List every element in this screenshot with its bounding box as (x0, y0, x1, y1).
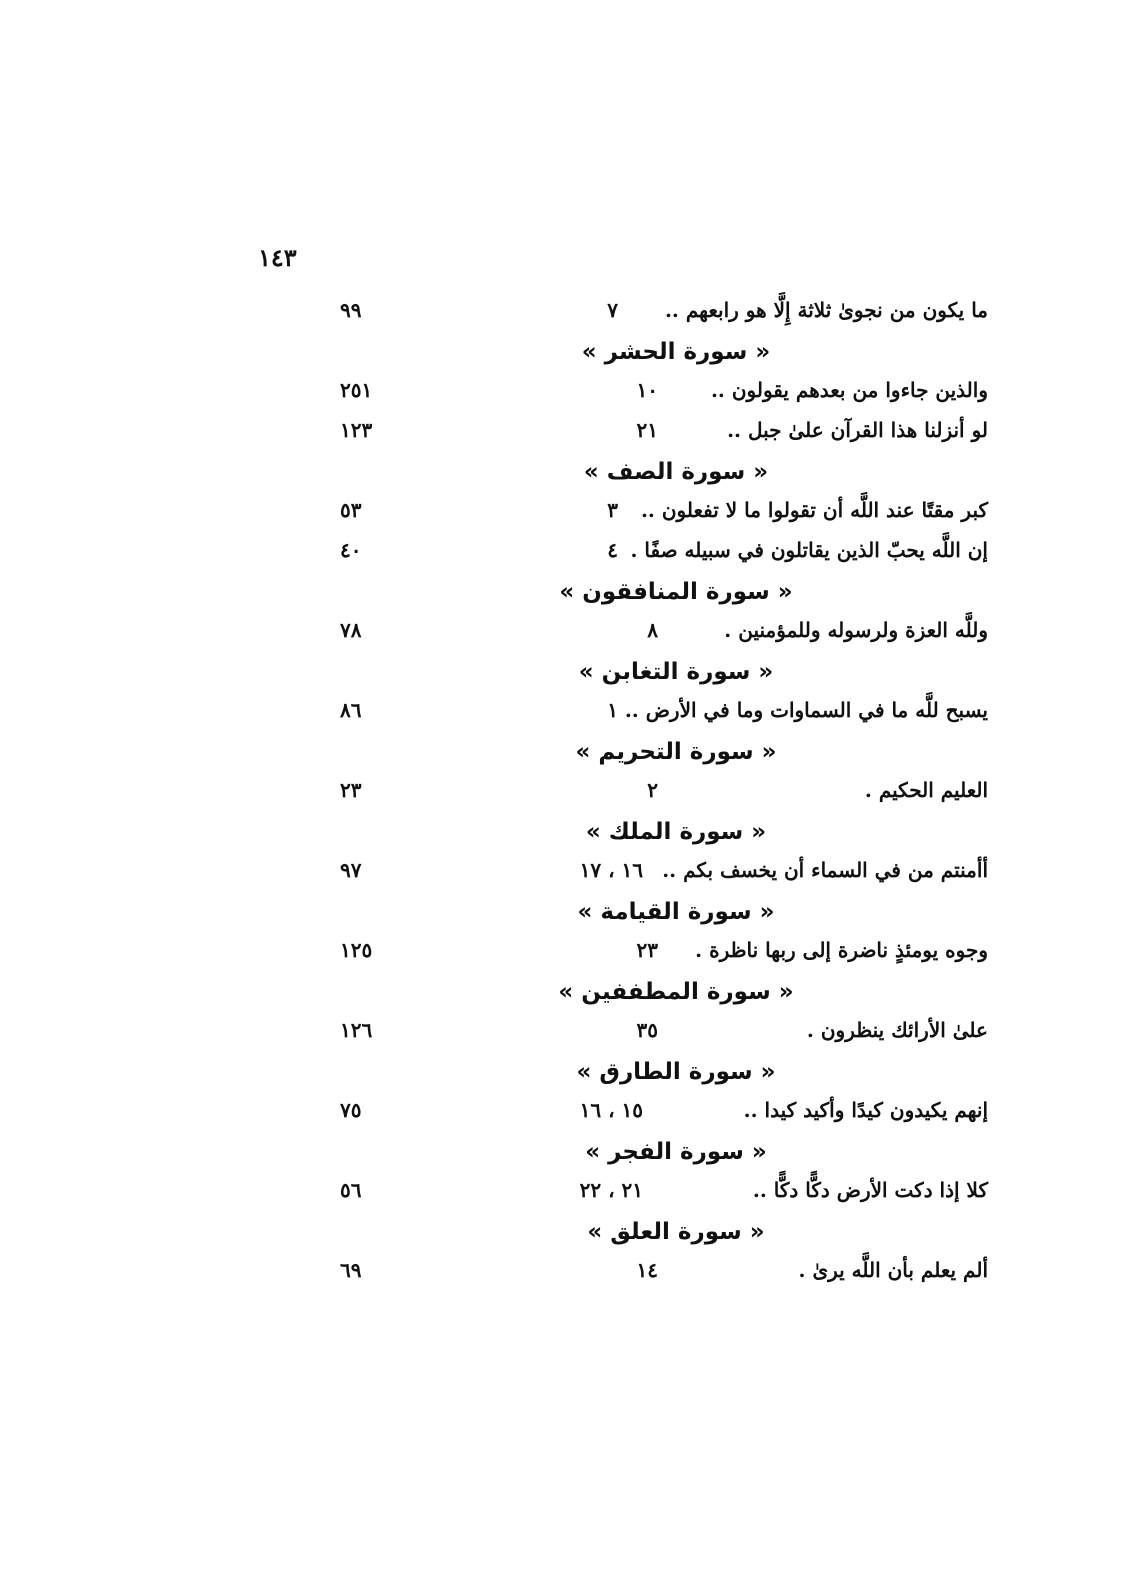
index-row (340, 692, 988, 732)
index-row (340, 292, 988, 332)
page-reference: ١٢٥ (340, 938, 373, 962)
surah-heading (340, 972, 988, 1012)
verse-number: ١٤ (636, 1258, 658, 1282)
surah-title: « سورة الطارق » (576, 1059, 776, 1085)
page-reference: ٩٧ (340, 858, 362, 882)
page-reference: ١٢٣ (340, 418, 373, 442)
surah-title: « سورة الفجر » (585, 1139, 767, 1165)
surah-title: « سورة القيامة » (577, 899, 775, 925)
page-reference: ٩٩ (340, 298, 362, 322)
index-table (340, 292, 988, 1292)
index-row (340, 932, 988, 972)
page-reference: ٢٥١ (340, 378, 373, 402)
index-row (340, 1172, 988, 1212)
index-row (340, 1012, 988, 1052)
verse-text: إن اللَّه يحبّ الذين يقاتلون في سبيله صفًا . (630, 538, 988, 562)
surah-heading (340, 1052, 988, 1092)
index-row (340, 852, 988, 892)
surah-title: « سورة الصف » (583, 459, 769, 485)
surah-title: « سورة التغابن » (578, 659, 774, 685)
surah-heading (340, 1132, 988, 1172)
verse-text: ما يكون من نجوىٰ ثلاثة إِلَّا هو رابعهم .. (664, 298, 988, 322)
index-row (340, 412, 988, 452)
surah-heading (340, 652, 988, 692)
verse-text: كبر مقتًا عند اللَّه أن تقولوا ما لا تفعلون .. (640, 498, 988, 522)
verse-text: والذين جاءوا من بعدهم يقولون .. (710, 378, 988, 402)
surah-heading (340, 452, 988, 492)
verse-number: ٢١ ، ٢٢ (579, 1178, 643, 1202)
verse-text: العليم الحكيم . (864, 778, 988, 802)
surah-title: « سورة الحشر » (581, 339, 771, 365)
page-reference: ٦٩ (340, 1258, 362, 1282)
surah-title: « سورة العلق » (587, 1219, 765, 1245)
page-reference: ٧٨ (340, 618, 362, 642)
surah-heading (340, 812, 988, 852)
surah-heading (340, 332, 988, 372)
surah-heading (340, 572, 988, 612)
surah-title: « سورة الملك » (585, 819, 767, 845)
page-reference: ١٢٦ (340, 1018, 373, 1042)
verse-text: كلا إذا دكت الأرض دكًّا دكًّا .. (752, 1178, 988, 1202)
verse-text: علىٰ الأرائك ينظرون . (806, 1018, 988, 1042)
verse-number: ٣٥ (636, 1018, 658, 1042)
page-reference: ٨٦ (340, 698, 362, 722)
verse-number: ٢١ (636, 418, 658, 442)
verse-text: وجوه يومئذٍ ناضرة إلى ربها ناظرة . (695, 938, 988, 962)
index-row (340, 1092, 988, 1132)
page-reference: ٢٣ (340, 778, 362, 802)
verse-text: وللَّه العزة ولرسوله وللمؤمنين . (724, 618, 988, 642)
verse-number: ١٥ ، ١٦ (579, 1098, 643, 1122)
surah-heading (340, 1212, 988, 1252)
verse-number: ١ (607, 698, 618, 722)
surah-title: « سورة المنافقون » (559, 579, 793, 605)
verse-text: أأمنتم من في السماء أن يخسف بكم .. (662, 858, 988, 882)
verse-number: ٧ (607, 298, 618, 322)
page-reference: ٥٣ (340, 498, 362, 522)
verse-number: ٣ (607, 498, 618, 522)
index-row (340, 532, 988, 572)
verse-text: يسبح للَّه ما في السماوات وما في الأرض .. (624, 698, 988, 722)
index-row (340, 372, 988, 412)
surah-heading (340, 732, 988, 772)
verse-text: لو أنزلنا هذا القرآن علىٰ جبل .. (727, 418, 988, 442)
index-row (340, 612, 988, 652)
surah-heading (340, 892, 988, 932)
verse-text: إنهم يكيدون كيدًا وأكيد كيدا .. (743, 1098, 988, 1122)
verse-number: ١٦ ، ١٧ (579, 858, 643, 882)
page-reference: ٤٠ (340, 538, 362, 562)
verse-number: ١٠ (636, 378, 658, 402)
verse-number: ٨ (647, 618, 658, 642)
verse-number: ٤ (607, 538, 618, 562)
page-reference: ٥٦ (340, 1178, 362, 1202)
index-row (340, 492, 988, 532)
page-reference: ٧٥ (340, 1098, 362, 1122)
page-number: ١٤٣ (258, 243, 297, 272)
index-row (340, 1252, 988, 1292)
index-row (340, 772, 988, 812)
verse-number: ٢ (647, 778, 658, 802)
surah-title: « سورة المطففين » (558, 979, 794, 1005)
surah-title: « سورة التحريم » (575, 739, 777, 765)
verse-number: ٢٣ (636, 938, 658, 962)
verse-text: ألم يعلم بأن اللَّه يرىٰ . (798, 1258, 988, 1282)
